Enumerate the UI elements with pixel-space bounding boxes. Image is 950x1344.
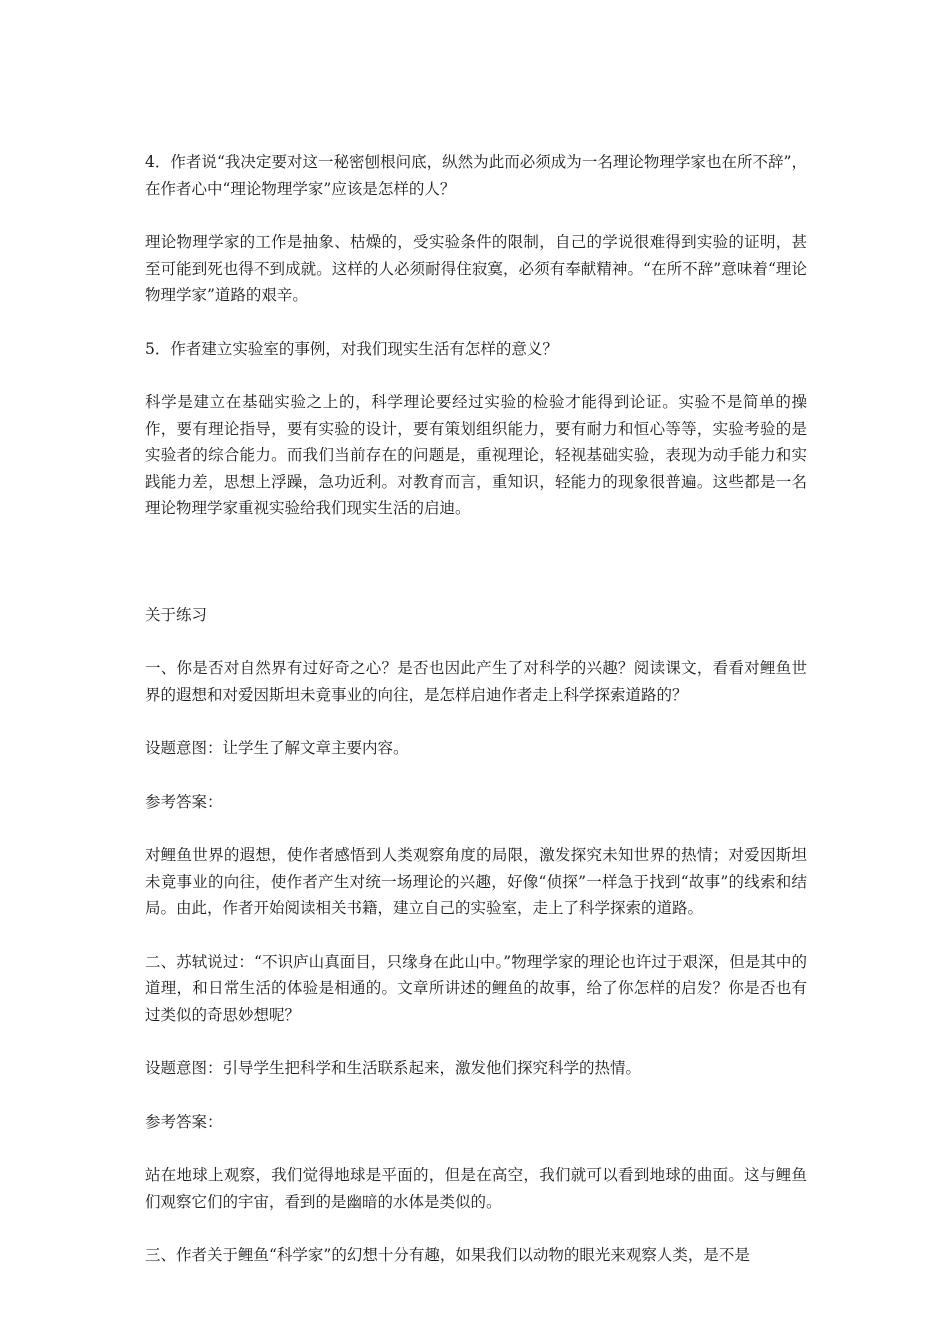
exercise-2-question: 二、苏轼说过：“不识庐山真面目，只缘身在此山中。”物理学家的理论也许过于艰深，但是其中的道理，和日常生活的体验是相通的。文章所讲述的鲤鱼的故事，给了你怎样的启发？你是否也有过类似的奇思妙想呢？	[145, 952, 807, 1024]
answer-4: 理论物理学家的工作是抽象、枯燥的，受实验条件的限制，自己的学说很难得到实验的证明，甚至可能到死也得不到成就。这样的人必须耐得住寂寞，必须有奉献精神。“在所不辞”意味着“理论物理学家”道路的艰辛。	[145, 233, 807, 304]
exercise-2-answer-label: 参考答案：	[145, 1112, 223, 1131]
exercise-2-intent: 设题意图：引导学生把科学和生活联系起来，激发他们探究科学的热情。	[145, 1059, 642, 1077]
exercise-1-answer-label: 参考答案：	[145, 792, 223, 811]
question-5: 5．作者建立实验室的事例，对我们现实生活有怎样的意义？	[145, 339, 558, 358]
exercise-1-answer: 对鲤鱼世界的遐想，使作者感悟到人类观察角度的局限，激发探究未知世界的热情；对爱因斯坦未竟事业的向往，使作者产生对统一场理论的兴趣，好像“侦探”一样急于找到“故事”的线索和结局。由此，作者开始阅读相关书籍，建立自己的实验室，走上了科学探索的道路。	[145, 846, 807, 917]
section-gap	[145, 549, 807, 602]
document-page	[145, 149, 807, 1296]
exercise-2-answer: 站在地球上观察，我们觉得地球是平面的，但是在高空，我们就可以看到地球的曲面。这与鲤鱼们观察它们的宇宙，看到的是幽暗的水体是类似的。	[145, 1166, 807, 1211]
exercise-3-question: 三、作者关于鲤鱼“科学家”的幻想十分有趣，如果我们以动物的眼光来观察人类，是不是	[145, 1246, 750, 1264]
question-4: 4．作者说“我决定要对这一秘密刨根问底，纵然为此而必须成为一名理论物理学家也在所不辞”，在作者心中“理论物理学家”应该是怎样的人？	[145, 153, 807, 198]
section-heading: 关于练习	[145, 605, 208, 624]
answer-5: 科学是建立在基础实验之上的，科学理论要经过实验的检验才能得到论证。实验不是简单的操作，要有理论指导，要有实验的设计，要有策划组织能力，要有耐力和恒心等等，实验考验的是实验者的综合能力。而我们当前存在的问题是，重视理论，轻视基础实验，表现为动手能力和实践能力差，思想上浮躁，急功近利。对教育而言，重知识，轻能力的现象很普遍。这些都是一名理论物理学家重视实验给我们现实生活的启迪。	[145, 393, 807, 517]
exercise-1-question: 一、你是否对自然界有过好奇之心？是否也因此产生了对科学的兴趣？阅读课文，看看对鲤鱼世界的遐想和对爱因斯坦未竟事业的向往，是怎样启迪作者走上科学探索道路的？	[145, 659, 807, 704]
exercise-1-intent: 设题意图：让学生了解文章主要内容。	[145, 739, 409, 757]
